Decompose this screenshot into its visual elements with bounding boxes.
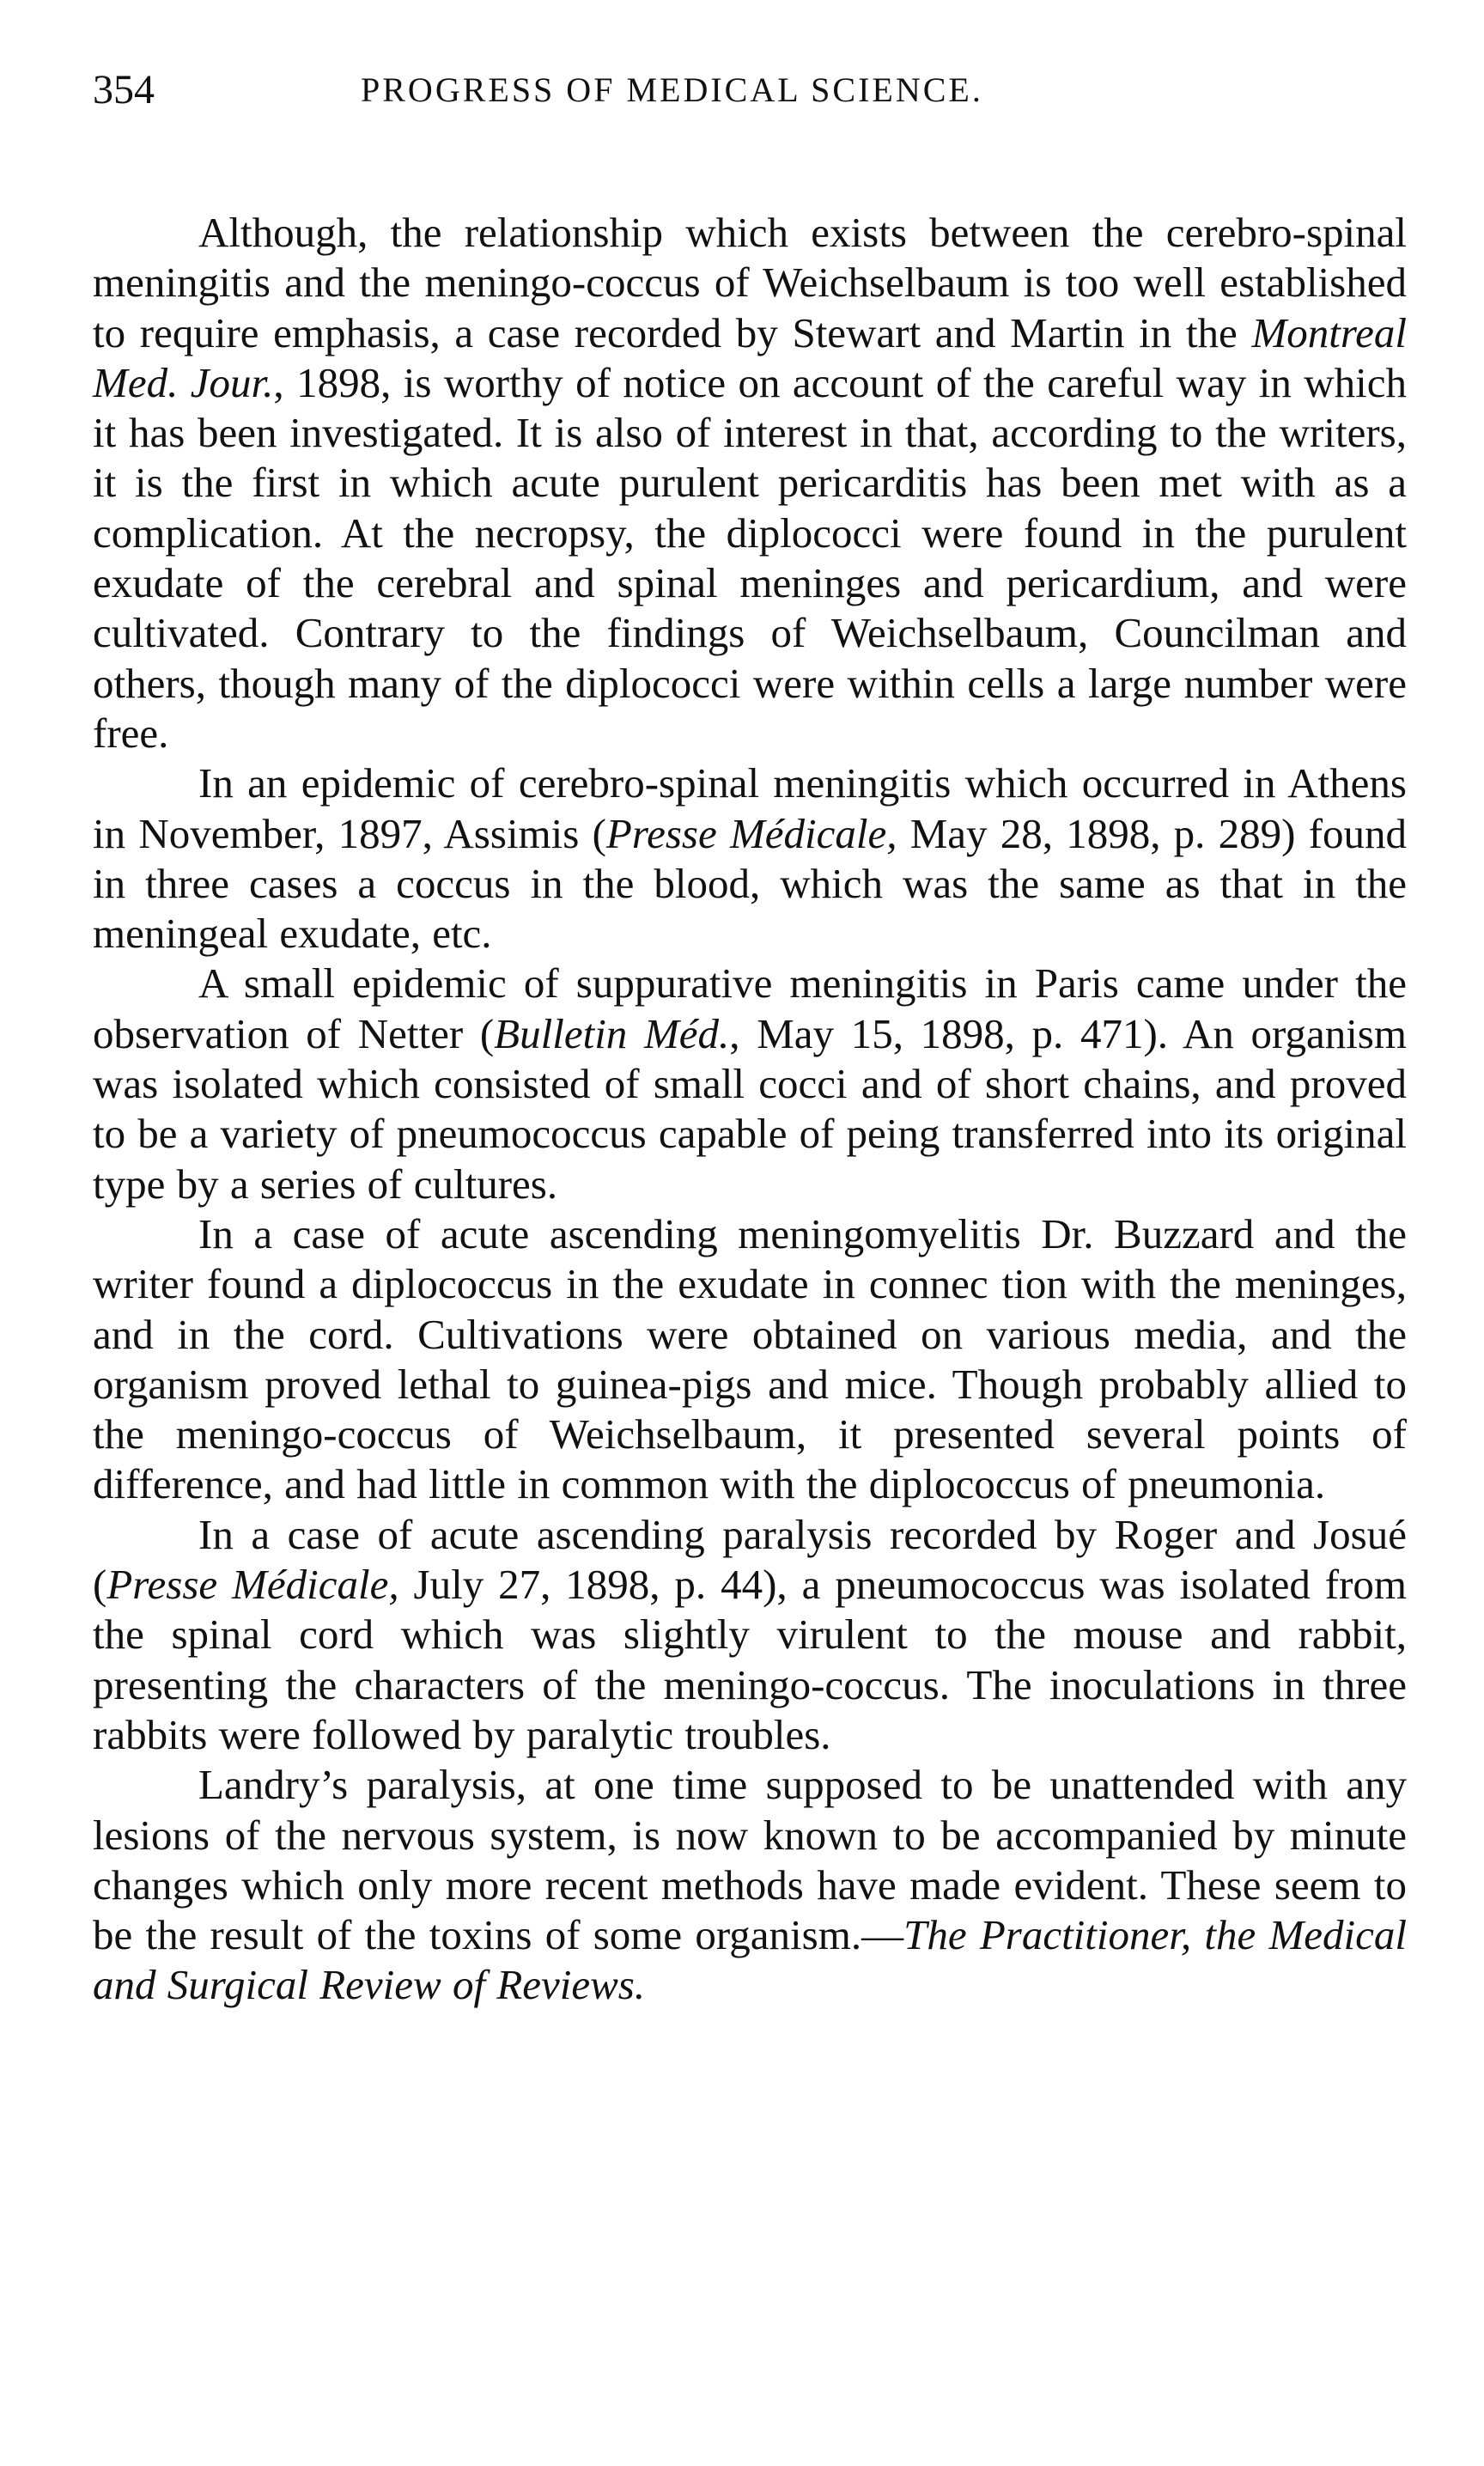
paragraph-stewart-martin-case	[93, 208, 1407, 758]
paragraph-text: Although, the relationship which exists between the cerebro-spinal meningitis and the meningo-coccus of Weichselbaum is too well established to require emphasis, a case recorded by Stewart and Martin in the	[93, 209, 1407, 356]
journal-title: Presse Médicale,	[605, 809, 897, 857]
paragraph-athens-epidemic	[93, 758, 1407, 959]
paragraph-text: In a case of acute ascending paralysis recorded by Roger and Josué (	[93, 1510, 1407, 1609]
running-title: PROGRESS OF MEDICAL SCIENCE.	[361, 70, 983, 109]
running-header	[93, 52, 1407, 129]
body-text	[93, 208, 1407, 2011]
paragraph-paris-epidemic	[93, 959, 1407, 1209]
paragraph-text: July 27, 1898, p. 44), a pneumococcus was isolated from the spinal cord which was slightly virulent to the mouse and rabbit, presenting the characters of the meningo-coccus. The inoculations in three rabbits were followed by paralytic troubles.	[93, 1561, 1407, 1758]
paragraph-text: , 1898, is worthy of notice on account of the careful way in which it has been investigated. It is also of interest in that, according to the writers, it is the first in which acute purulent pericarditis has been met with as a complication. At the necropsy, the diplococci were found in the purulent exudate of the cerebral and spinal meninges and pericardium, and were cultivated. Contrary to the findings of Weichselbaum, Councilman and others, though many of the diplococci were within cells a large number were free.	[93, 358, 1408, 757]
journal-title: Presse Médicale,	[106, 1561, 399, 1609]
paragraph-text: Landry’s paralysis, at one time supposed to be unattended with any lesions of the nervous system, is now known to be accompanied by minute changes which only more recent methods have made evident. These seem to be the result of the toxins of some organism.—	[93, 1761, 1407, 1959]
paragraph-text: In an epidemic of cerebro-spinal meningitis which occurred in Athens in November, 1897, Assimis (	[93, 759, 1407, 857]
journal-citation: The Practitioner, the Medical and Surgical Review of Reviews.	[93, 1911, 1407, 2009]
page-number: 354	[93, 67, 155, 113]
paragraph-text: In a case of acute ascending meningomyelitis Dr. Buzzard and the writer found a diplococcus in the exudate in connec tion with the meninges, and in the cord. Cultivations were obtained on various media, and the organism proved lethal to guinea-pigs and mice. Though probably allied to the meningo-coccus of Weichselbaum, it presented several points of difference, and had little in common with the diplococcus of pneumonia.	[93, 1209, 1407, 1508]
journal-title: Bulletin Méd.	[494, 1009, 730, 1057]
journal-title: Montreal Med. Jour.	[93, 308, 1407, 406]
paragraph-text: , May 15, 1898, p. 471). An organism was isolated which consisted of small cocci and of short chains, and proved to be a variety of pneumococcus capable of peing transferred into its original type by a series of cultures.	[93, 1009, 1407, 1208]
paragraph-roger-josue-case	[93, 1510, 1407, 1760]
paragraph-text: A small epidemic of suppurative meningitis in Paris came under the observation of Netter (	[93, 959, 1407, 1057]
document-page	[93, 52, 1407, 2011]
paragraph-landry-paralysis	[93, 1760, 1407, 2010]
paragraph-buzzard-case	[93, 1209, 1407, 1510]
paragraph-text: May 28, 1898, p. 289) found in three cases a coccus in the blood, which was the same as that in the meningeal exudate, etc.	[93, 809, 1408, 958]
